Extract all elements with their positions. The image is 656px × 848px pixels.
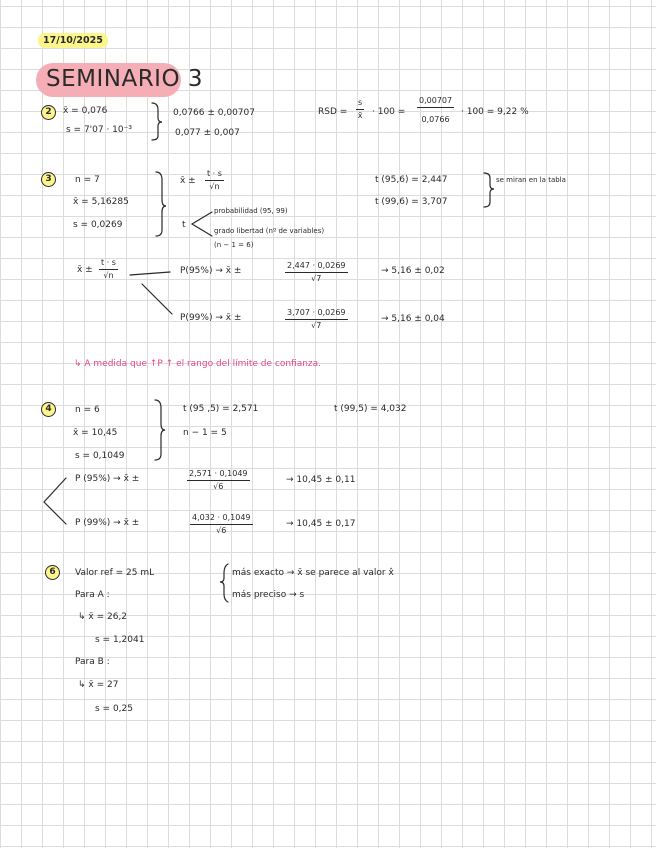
s6-a-mean: ↳ x̄ = 26,2 (78, 612, 128, 622)
section-number-2: 2 (41, 105, 56, 120)
s4-t95: t (95 ,5) = 2,571 (183, 404, 259, 414)
s4-std: s = 0,1049 (75, 451, 125, 461)
date-label: 17/10/2025 (38, 33, 108, 48)
s3-std: s = 0,0269 (73, 220, 123, 230)
s2-result-2: 0,077 ± 0,007 (175, 128, 240, 138)
s3-formula-den: √n (209, 182, 220, 191)
s6-preciso: más preciso → s (232, 590, 305, 600)
s4-p99-result: → 10,45 ± 0,17 (286, 519, 356, 529)
s2-rsd-result: · 100 = 9,22 % (461, 107, 529, 117)
s2-mean: x̄ = 0,076 (63, 106, 108, 116)
s3-left-formula-num: t · s (99, 259, 118, 270)
s3-left-formula-lead: x̄ ± (77, 265, 93, 275)
s2-rsd-frac-1-num: s (356, 99, 364, 110)
s3-tabla-note: se miran en la tabla (496, 176, 566, 184)
s2-rsd-frac-1-den: x̄ (357, 111, 363, 120)
s3-p95-num: 2,447 · 0,0269 (285, 262, 348, 273)
s4-brace (155, 400, 165, 460)
section-number-3: 3 (41, 172, 56, 187)
s2-rsd-mid: · 100 = (372, 107, 406, 117)
s2-rsd-label: RSD = (318, 107, 348, 117)
s3-p99-num: 3,707 · 0,0269 (285, 309, 348, 320)
s4-p99-num: 4,032 · 0,1049 (190, 514, 253, 525)
s3-n: n = 7 (75, 175, 100, 185)
s3-probabilidad: probabilidad (95, 99) (214, 207, 288, 215)
s3-p95-result: → 5,16 ± 0,02 (381, 266, 445, 276)
s3-t99: t (99,6) = 3,707 (375, 197, 448, 207)
s3-n-minus-1: (n − 1 = 6) (214, 241, 254, 249)
s2-rsd-frac-2-num: 0,00707 (417, 97, 454, 108)
s4-mean: x̄ = 10,45 (73, 428, 118, 438)
s3-branch (130, 272, 172, 314)
s2-rsd-frac-2-den: 0,0766 (421, 115, 450, 124)
s4-p95-num: 2,571 · 0,1049 (187, 470, 250, 481)
s4-angle (44, 478, 66, 524)
s3-formula-num: t · s (205, 170, 224, 181)
s3-formula-lead: x̄ ± (180, 176, 196, 186)
s2-std: s = 7'07 · 10⁻³ (66, 125, 132, 135)
s6-para-a: Para A : (75, 590, 110, 600)
s2-result-1: 0,0766 ± 0,00707 (173, 108, 255, 118)
s3-p95-den: √7 (311, 274, 322, 283)
s3-tabla-brace (484, 173, 494, 207)
page-title: SEMINARIO 3 (46, 66, 204, 92)
s4-n-minus-1: n − 1 = 5 (183, 428, 227, 438)
section-number-6: 6 (45, 565, 60, 580)
s3-p99-den: √7 (311, 321, 322, 330)
s4-p95-label: P (95%) → x̄ ± (75, 474, 140, 484)
section-number-4: 4 (41, 402, 56, 417)
s4-p95-result: → 10,45 ± 0,11 (286, 475, 356, 485)
s4-n: n = 6 (75, 405, 100, 415)
s3-p99-label: P(99%) → x̄ ± (180, 313, 242, 323)
s3-p99-result: → 5,16 ± 0,04 (381, 314, 445, 324)
s3-p95-label: P(95%) → x̄ ± (180, 266, 242, 276)
s3-brace (156, 172, 166, 236)
s6-ref-value: Valor ref = 25 mL (75, 568, 155, 578)
s6-b-std: s = 0,25 (95, 704, 133, 714)
s6-a-std: s = 1,2041 (95, 635, 145, 645)
s2-brace (152, 103, 162, 140)
s4-p99-label: P (99%) → x̄ ± (75, 518, 140, 528)
s3-t-angle (192, 212, 212, 236)
s6-b-mean: ↳ x̄ = 27 (78, 680, 119, 690)
s3-grado-libertad: grado libertad (nº de variables) (214, 227, 325, 235)
s6-exacto: más exacto → x̄ se parece al valor x̂ (232, 568, 394, 578)
s6-brace (220, 564, 228, 602)
s3-note: ↳ A medida que ↑P ↑ el rango del límite de confianza. (74, 359, 322, 369)
s3-left-formula-den: √n (103, 271, 114, 280)
s6-para-b: Para B : (75, 657, 110, 667)
s3-t-letter: t (182, 220, 186, 230)
s4-p99-den: √6 (216, 526, 227, 535)
s3-mean: x̄ = 5,16285 (73, 197, 129, 207)
s4-t99: t (99,5) = 4,032 (334, 404, 407, 414)
s3-t95: t (95,6) = 2,447 (375, 175, 448, 185)
s4-p95-den: √6 (213, 482, 224, 491)
